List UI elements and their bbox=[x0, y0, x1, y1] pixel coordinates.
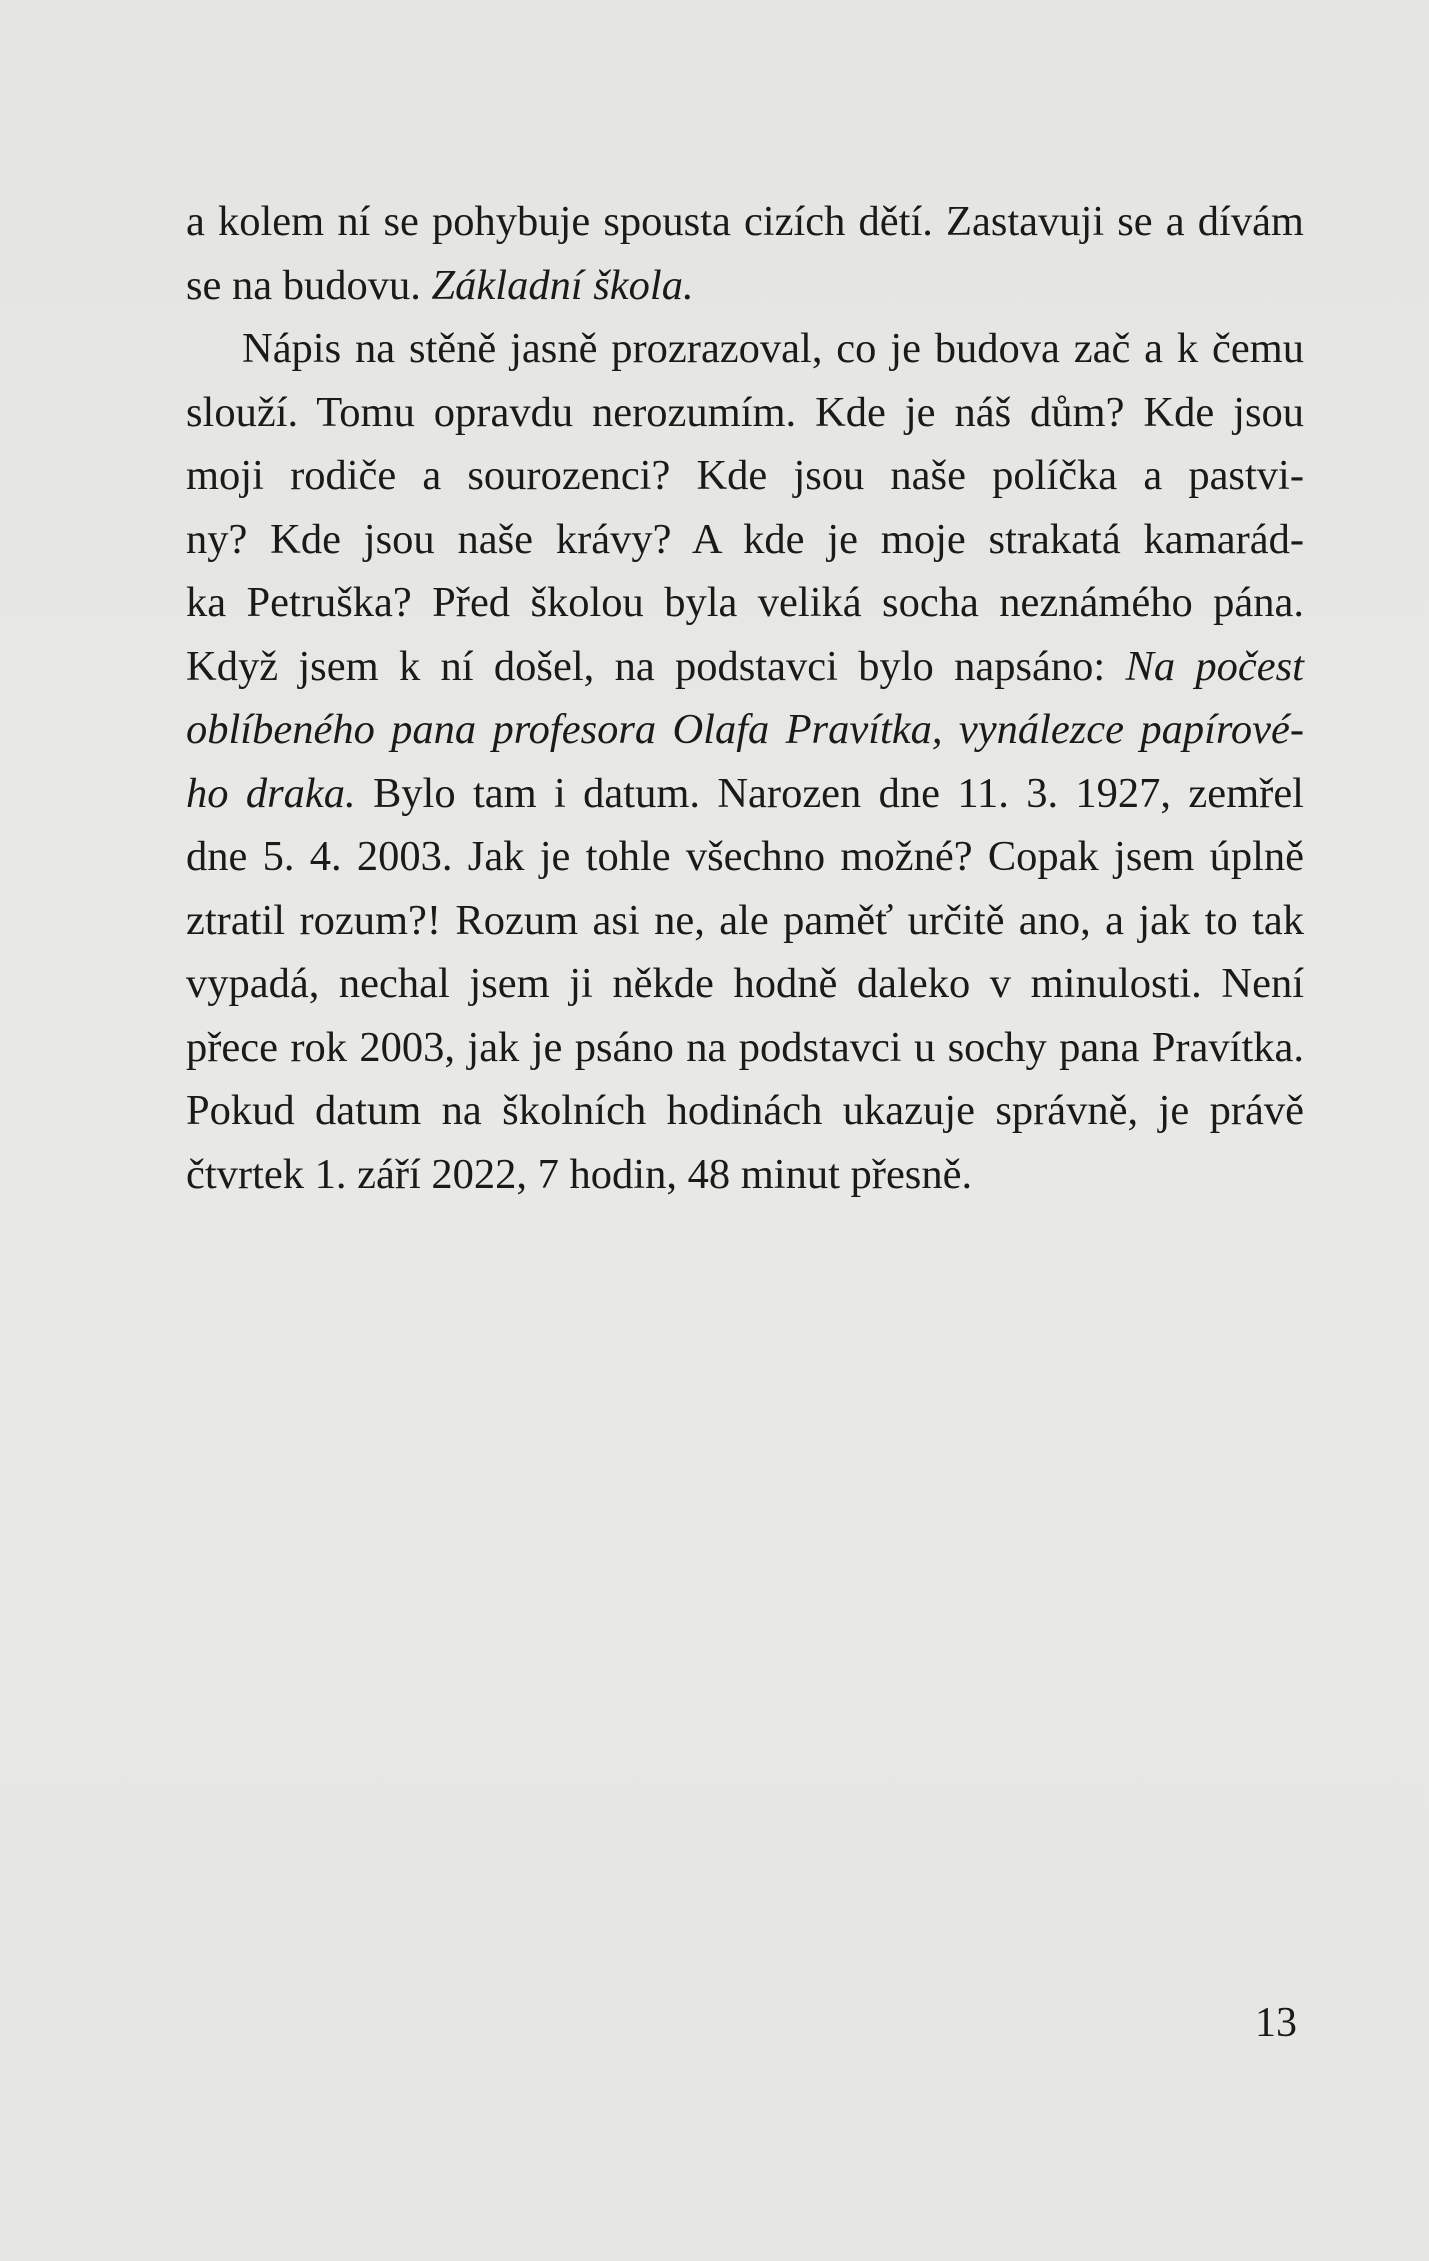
text-line: ztratil rozum?! Rozum asi ne, ale paměť určitě ano, a jak to tak bbox=[186, 896, 1304, 944]
text-line: dne 5. 4. 2003. Jak je tohle všechno možné? Copak jsem úplně bbox=[186, 833, 1304, 880]
text-line: čtvrtek 1. září 2022, 7 hodin, 48 minut přesně. bbox=[186, 1150, 973, 1198]
text-line: ho draka. Bylo tam i datum. Narozen dne 11. 3. 1927, zemřel bbox=[186, 769, 1304, 817]
body-text bbox=[186, 190, 1304, 1206]
text-line: se na budovu. Základní škola. bbox=[186, 261, 694, 309]
text-line: moji rodiče a sourozenci? Kde jsou naše políčka a pastvi- bbox=[186, 452, 1304, 499]
text-line: vypadá, nechal jsem ji někde hodně daleko v minulosti. Není bbox=[186, 960, 1304, 1007]
text-line: Nápis na stěně jasně prozrazoval, co je budova zač a k čemu bbox=[242, 325, 1304, 372]
text-line: přece rok 2003, jak je psáno na podstavci u sochy pana Pravítka. bbox=[186, 1023, 1304, 1071]
text-line: slouží. Tomu opravdu nerozumím. Kde je náš dům? Kde jsou bbox=[186, 388, 1304, 436]
text-line: oblíbeného pana profesora Olafa Pravítka, vynálezce papírové- bbox=[186, 706, 1304, 753]
text-line: Pokud datum na školních hodinách ukazuje správně, je právě bbox=[186, 1087, 1304, 1134]
text-line: ny? Kde jsou naše krávy? A kde je moje strakatá kamarád- bbox=[186, 515, 1304, 563]
page-number: 13 bbox=[1255, 2000, 1297, 2046]
text-line: a kolem ní se pohybuje spousta cizích dětí. Zastavuji se a dívám bbox=[186, 198, 1304, 245]
text-line: Když jsem k ní došel, na podstavci bylo napsáno: Na počest bbox=[186, 642, 1304, 690]
text-line: ka Petruška? Před školou byla veliká socha neznámého pána. bbox=[186, 579, 1304, 626]
